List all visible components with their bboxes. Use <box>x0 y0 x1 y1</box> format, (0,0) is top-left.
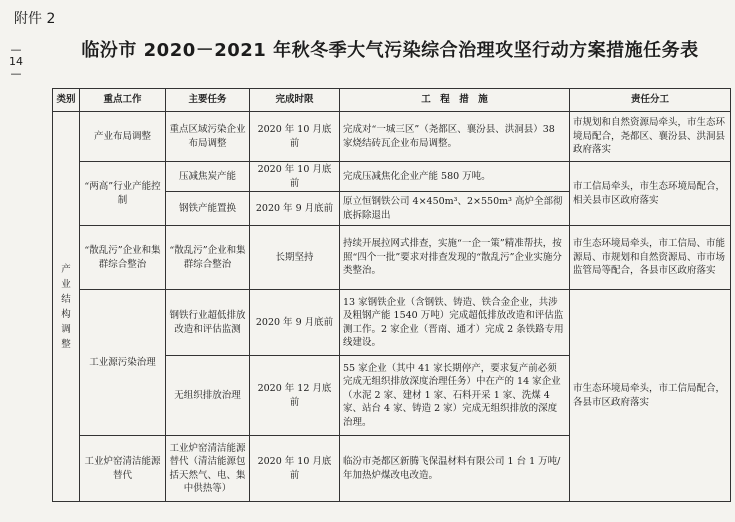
main-task-cell: 压减焦炭产能 <box>166 162 250 192</box>
deadline-cell: 2020 年 10 月底前 <box>250 436 340 502</box>
column-header-main-task: 主要任务 <box>166 89 250 112</box>
page-title: 临汾市 2020－2021 年秋冬季大气污染综合治理攻坚行动方案措施任务表 <box>81 40 699 61</box>
category-cell <box>53 112 80 502</box>
deadline-cell: 2020 年 9 月底前 <box>250 192 340 226</box>
measure-cell: 临汾市尧都区新腾飞保温材料有限公司 1 台 1 万吨/年加热炉煤改电改造。 <box>340 436 570 502</box>
key-work-cell: 工业炉窑清洁能源替代 <box>80 436 166 502</box>
table-header-row <box>53 89 731 112</box>
column-header-responsibility: 责任分工 <box>570 89 731 112</box>
measure-cell: 原立恒钢铁公司 4×450m³、2×550m³ 高炉全部彻底拆除退出 <box>340 192 570 226</box>
column-header-deadline: 完成时限 <box>250 89 340 112</box>
key-work-cell: 产业布局调整 <box>80 112 166 162</box>
table-row <box>53 290 731 356</box>
measure-cell: 完成压减焦化企业产能 580 万吨。 <box>340 162 570 192</box>
responsibility-cell: 市规划和自然资源局牵头，市生态环境局配合，尧都区、襄汾县、洪洞县政府落实 <box>570 112 731 162</box>
responsibility-cell: 市工信局牵头，市生态环境局配合，相关县市区政府落实 <box>570 162 731 226</box>
key-work-cell: “两高”行业产能控制 <box>80 162 166 226</box>
deadline-cell: 2020 年 9 月底前 <box>250 290 340 356</box>
key-work-cell: “散乱污”企业和集群综合整治 <box>80 226 166 290</box>
table-row <box>53 226 731 290</box>
measure-cell: 13 家钢铁企业（含钢铁、铸造、铁合金企业，共涉及粗钢产能 1540 万吨）完成超低排放改造和评估监测工作。2 家企业（晋南、通才）完成 2 条铁路专用线建设。 <box>340 290 570 356</box>
responsibility-cell: 市生态环境局牵头，市工信局配合，各县市区政府落实 <box>570 290 731 502</box>
attachment-label: 附件 2 <box>14 11 56 27</box>
measure-cell: 55 家企业（其中 41 家长期停产，要求复产前必须完成无组织排放深度治理任务）中在产的 14 家企业（水泥 2 家、建材 1 家、石料开采 1 家、洗煤 4 家、站台 4 家、铸造 2 家）完成无组织排放的深度治理。 <box>340 356 570 436</box>
table-row <box>53 162 731 192</box>
category-label: 产业结构调整 <box>61 263 71 350</box>
column-header-key-work: 重点工作 <box>80 89 166 112</box>
deadline-cell: 长期坚持 <box>250 226 340 290</box>
column-header-measures: 工 程 措 施 <box>340 89 570 112</box>
measure-cell: 完成对“一城三区”（尧都区、襄汾县、洪洞县）38 家烧结砖瓦企业布局调整。 <box>340 112 570 162</box>
main-task-cell: 钢铁行业超低排放改造和评估监测 <box>166 290 250 356</box>
measure-cell: 持续开展拉网式排查，实施“一企一策”精准帮扶，按照“四个一批”要求对排查发现的“散乱污”企业实施分类整治。 <box>340 226 570 290</box>
deadline-cell: 2020 年 10 月底前 <box>250 162 340 192</box>
main-task-cell: 钢铁产能置换 <box>166 192 250 226</box>
main-task-cell: “散乱污”企业和集群综合整治 <box>166 226 250 290</box>
main-task-cell: 无组织排放治理 <box>166 356 250 436</box>
task-table <box>52 88 731 502</box>
responsibility-cell: 市生态环境局牵头，市工信局、市能源局、市规划和自然资源局、市市场监管局等配合，各县市区政府落实 <box>570 226 731 290</box>
deadline-cell: 2020 年 10 月底前 <box>250 112 340 162</box>
deadline-cell: 2020 年 12 月底前 <box>250 356 340 436</box>
main-task-cell: 重点区域污染企业布局调整 <box>166 112 250 162</box>
main-task-cell: 工业炉窑清洁能源替代（清洁能源包括天然气、电、集中供热等） <box>166 436 250 502</box>
column-header-category: 类别 <box>53 89 80 112</box>
key-work-cell: 工业源污染治理 <box>80 290 166 436</box>
page-number: — 14 — <box>9 43 23 80</box>
table-row <box>53 112 731 162</box>
